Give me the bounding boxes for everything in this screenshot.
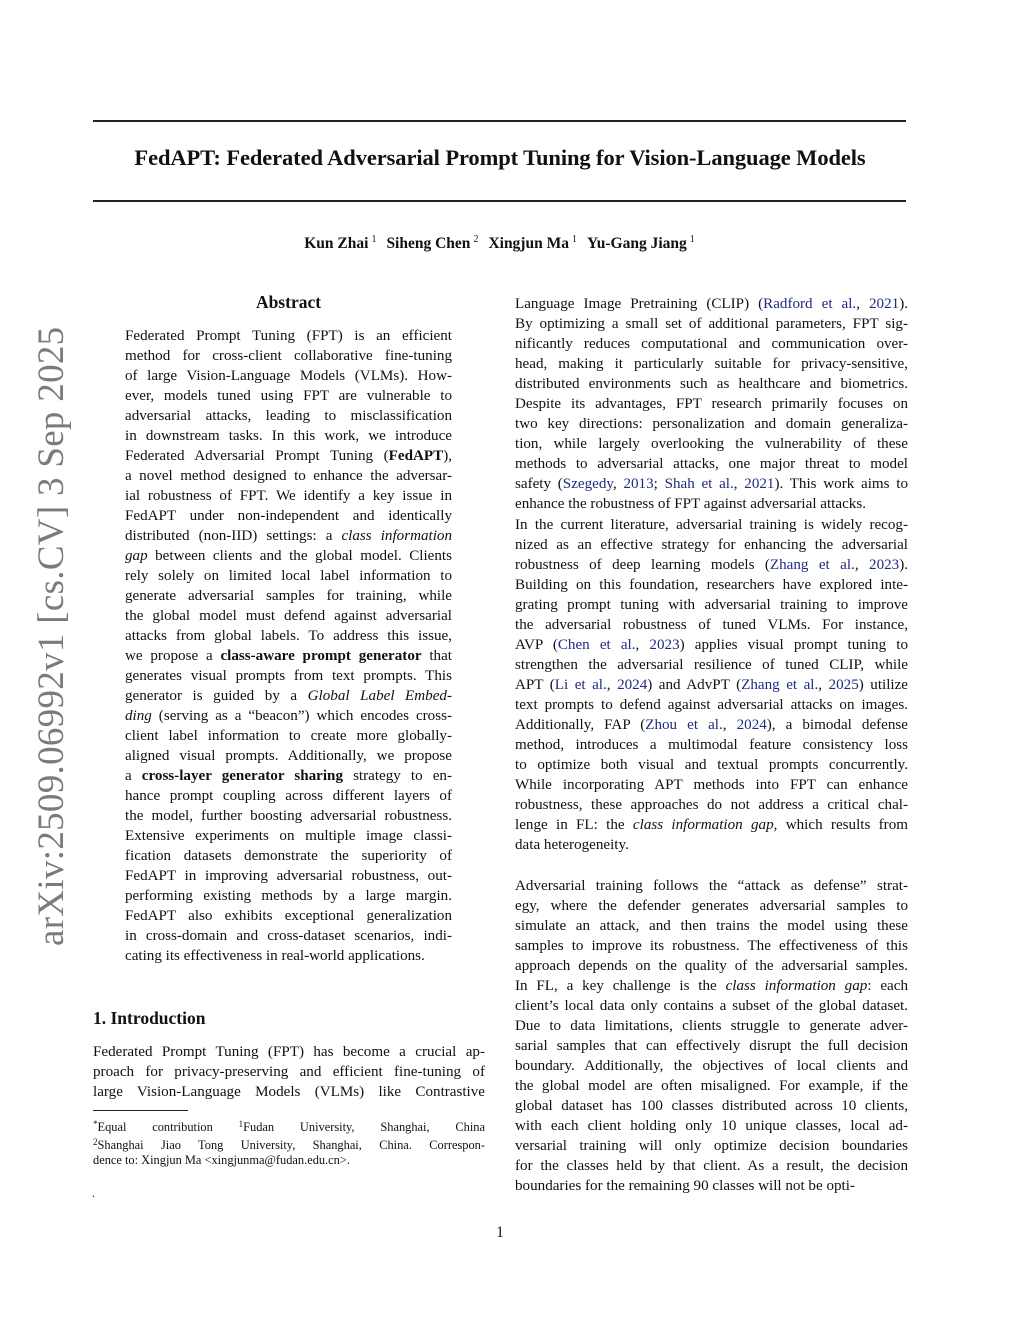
text-run: versarial training will only optimize decision boundaries xyxy=(515,1138,908,1154)
italic-term: Global Label Embed- xyxy=(307,688,452,704)
text-line xyxy=(125,586,452,606)
text-run: ial robustness of FPT. We identify a key issue in xyxy=(125,488,452,504)
text-line xyxy=(125,906,452,926)
text-line xyxy=(125,926,452,946)
text-run: performing existing methods by a large margin. xyxy=(125,888,452,904)
footnote-mark: 2 xyxy=(93,1137,98,1147)
text-run: Federated Prompt Tuning (FPT) has become a crucial ap- xyxy=(93,1044,485,1060)
citation-link[interactable]: Radford et al. xyxy=(763,296,857,312)
author xyxy=(386,234,478,253)
text-run: ). xyxy=(899,296,908,312)
italic-term: gap xyxy=(125,548,148,564)
text-run: , xyxy=(733,476,745,492)
text-run: Additionally, FAP ( xyxy=(515,717,646,733)
text-line xyxy=(515,434,908,454)
bold-term: class-aware prompt generator xyxy=(220,648,422,664)
text-run: that xyxy=(421,648,452,664)
citation-link[interactable]: 2013 xyxy=(623,476,654,492)
text-line xyxy=(515,916,908,936)
text-line xyxy=(93,1151,485,1169)
text-line xyxy=(125,446,452,466)
text-run: client label information to create more globally- xyxy=(125,728,452,744)
text-run: generate adversarial samples for training, while xyxy=(125,588,452,604)
italic-term: ding xyxy=(125,708,152,724)
text-run: , xyxy=(612,476,624,492)
text-line xyxy=(515,815,908,835)
stray-mark: . xyxy=(92,1186,95,1200)
citation-link[interactable]: 2021 xyxy=(744,476,775,492)
text-line xyxy=(515,755,908,775)
text-line xyxy=(125,766,452,786)
footnote-mark: * xyxy=(93,1119,98,1129)
text-run: ), a bimodal defense xyxy=(766,717,908,733)
text-run: AVP ( xyxy=(515,637,558,653)
text-line xyxy=(515,1096,908,1116)
text-run: to optimize both visual and textual prompts concurrently. xyxy=(515,757,908,773)
bold-term: cross-layer generator sharing xyxy=(141,768,343,784)
text-run: client’s local data only contains a subset of the global dataset. xyxy=(515,998,908,1014)
page-number: 1 xyxy=(496,1224,504,1241)
text-line xyxy=(515,775,908,795)
text-run: Federated Adversarial Prompt Tuning ( xyxy=(125,448,389,464)
text-run: strengthen the adversarial resilience of tuned CLIP, while xyxy=(515,657,908,673)
text-run: : each xyxy=(867,978,908,994)
text-run: cating its effectiveness in real-world applications. xyxy=(125,948,425,964)
text-run: methods to adversarial attacks, one major threat to model xyxy=(515,456,908,472)
text-run: FedAPT in improving adversarial robustness, out- xyxy=(125,868,452,884)
author xyxy=(587,234,695,253)
text-run: between clients and the global model. Clients xyxy=(147,548,452,564)
citation-link[interactable]: Shah et al. xyxy=(664,476,734,492)
text-run: ) applies visual prompt tuning to xyxy=(679,637,908,653)
text-run: In FL, a key challenge is the xyxy=(515,978,726,994)
text-run: Equal contribution xyxy=(97,1120,239,1134)
text-line xyxy=(125,686,452,706)
text-run: in cross-domain and cross-dataset scenarios, indi- xyxy=(125,928,452,944)
text-run: Adversarial training follows the “attack as defense” strat- xyxy=(515,878,908,894)
text-run: adversarial attacks, leading to misclassification xyxy=(125,408,452,424)
text-line xyxy=(515,976,908,996)
text-line xyxy=(93,1115,485,1133)
abstract-heading: Abstract xyxy=(255,292,322,312)
citation-link[interactable]: Zhang et al. xyxy=(769,557,855,573)
text-line xyxy=(125,706,452,726)
author xyxy=(304,234,376,253)
text-run: Shanghai Jiao Tong University, Shanghai, China. Correspon- xyxy=(97,1138,485,1152)
text-run: , xyxy=(635,637,650,653)
text-line xyxy=(515,635,908,655)
text-run: Fudan University, Shanghai, China xyxy=(243,1120,485,1134)
text-run: nized as an effective strategy for enhancing the adversarial xyxy=(515,537,908,553)
citation-link[interactable]: 2023 xyxy=(869,557,900,573)
text-run: head, making it particularly suitable for privacy-sensitive, xyxy=(515,356,908,372)
citation-link[interactable]: 2024 xyxy=(617,677,648,693)
text-line xyxy=(515,996,908,1016)
text-run: dence to: Xingjun Ma <xingjunma@fudan.edu.cn>. xyxy=(93,1153,350,1167)
text-line xyxy=(125,866,452,886)
text-run: global dataset has 100 classes distributed across 10 clients, xyxy=(515,1098,908,1114)
citation-link[interactable]: 2024 xyxy=(736,717,767,733)
text-line xyxy=(93,1133,485,1151)
text-run: nificantly reduces computational and communication over- xyxy=(515,336,908,352)
citation-link[interactable]: Zhang et al. xyxy=(741,677,819,693)
text-run: safety ( xyxy=(515,476,563,492)
author xyxy=(488,234,577,253)
bold-term: FedAPT xyxy=(388,448,444,464)
footnote-rule xyxy=(93,1110,188,1111)
author-affiliation-mark: 1 xyxy=(371,234,377,245)
text-line xyxy=(515,555,908,575)
text-line xyxy=(515,535,908,555)
text-run: While incorporating APT methods into FPT can enhance xyxy=(515,777,908,793)
text-run: the global model must defend against adversarial xyxy=(125,608,452,624)
text-line xyxy=(515,474,908,494)
text-run: ). This work aims to xyxy=(774,476,908,492)
text-line xyxy=(515,1136,908,1156)
text-line xyxy=(515,374,908,394)
text-run: ) utilize xyxy=(858,677,908,693)
text-run: robustness of deep learning models ( xyxy=(515,557,770,573)
text-run: strategy to en- xyxy=(343,768,452,784)
text-line xyxy=(515,394,908,414)
text-line xyxy=(125,566,452,586)
text-run: distributed environments such as healthcare and biometrics. xyxy=(515,376,908,392)
text-line xyxy=(125,486,452,506)
text-run: for the classes held by that client. As a result, the decision xyxy=(515,1158,908,1174)
text-line xyxy=(125,366,452,386)
introduction-heading: 1. Introduction xyxy=(93,1008,206,1028)
text-line xyxy=(515,494,908,514)
text-run: robustness, these approaches do not address a critical chal- xyxy=(515,797,908,813)
text-line xyxy=(515,354,908,374)
text-run: simulate an attack, and then trains the model using these xyxy=(515,918,908,934)
footnote-mark: 1 xyxy=(238,1119,244,1129)
text-run: ; xyxy=(653,476,665,492)
text-run: large Vision-Language Models (VLMs) like Contrastive xyxy=(93,1084,485,1100)
text-line xyxy=(515,896,908,916)
text-run: In the current literature, adversarial training is widely recog- xyxy=(515,517,908,533)
text-line xyxy=(93,1062,485,1082)
text-run: distributed (non-IID) settings: a xyxy=(125,528,342,544)
text-line xyxy=(515,876,908,896)
text-run: a novel method designed to enhance the adversar- xyxy=(125,468,452,484)
text-run: samples to improve its robustness. The effectiveness of this xyxy=(515,938,908,954)
author-name: Xingjun Ma xyxy=(488,235,569,252)
text-run: Despite its advantages, FPT research primarily focuses on xyxy=(515,396,908,412)
text-run: (serving as a “beacon”) which encodes cross- xyxy=(151,708,452,724)
arxiv-watermark: arXiv:2509.06992v1 [cs.CV] 3 Sep 2025 xyxy=(31,326,72,946)
text-line xyxy=(515,695,908,715)
text-line xyxy=(515,1156,908,1176)
text-run: FedAPT under non-independent and identically xyxy=(125,508,452,524)
text-line xyxy=(515,655,908,675)
author-affiliation-mark: 1 xyxy=(571,234,577,245)
text-line xyxy=(515,715,908,735)
text-line xyxy=(125,846,452,866)
text-line xyxy=(125,646,452,666)
text-run: approach depends on the quality of the adversarial samples. xyxy=(515,958,908,974)
text-run: a xyxy=(125,768,142,784)
text-line xyxy=(515,1056,908,1076)
author-name: Yu-Gang Jiang xyxy=(586,235,687,252)
text-run: of large Vision-Language Models (VLMs). How- xyxy=(125,368,452,384)
text-run: tion, while largely overlooking the vulnerability of these xyxy=(515,436,908,452)
text-line xyxy=(125,326,452,346)
text-run: grating prompt tuning with adversarial training to improve xyxy=(515,597,908,613)
text-run: Due to data limitations, clients struggle to generate adver- xyxy=(515,1018,908,1034)
text-line xyxy=(515,1036,908,1056)
text-run: APT ( xyxy=(515,677,555,693)
author-name: Siheng Chen xyxy=(386,235,471,252)
text-line xyxy=(125,886,452,906)
italic-term: class information gap xyxy=(725,978,868,994)
text-line xyxy=(125,946,452,966)
text-run: two key directions: personalization and domain generaliza- xyxy=(515,416,908,432)
text-line xyxy=(125,386,452,406)
text-run: boundary. Additionally, the objectives of local clients and xyxy=(515,1058,908,1074)
italic-term: class information gap xyxy=(632,817,774,833)
citation-link[interactable]: Szegedy xyxy=(562,476,613,492)
author-name: Kun Zhai xyxy=(304,235,369,252)
text-line xyxy=(125,666,452,686)
text-line xyxy=(515,956,908,976)
author-affiliation-mark: 1 xyxy=(689,234,695,245)
text-run: hance prompt coupling across different layers of xyxy=(125,788,452,804)
text-run: , xyxy=(722,717,737,733)
citation-link[interactable]: Chen et al. xyxy=(557,637,636,653)
text-run: By optimizing a small set of additional parameters, FPT sig- xyxy=(515,316,908,332)
text-line xyxy=(125,346,452,366)
text-run: rely solely on limited local label information to xyxy=(125,568,452,584)
text-line xyxy=(515,334,908,354)
text-line xyxy=(125,426,452,446)
text-line xyxy=(125,786,452,806)
text-run: method for cross-client collaborative fine-tuning xyxy=(125,348,452,364)
text-line xyxy=(515,795,908,815)
citation-link[interactable]: Zhou et al. xyxy=(645,717,723,733)
text-run: in downstream tasks. In this work, we introduce xyxy=(125,428,452,444)
text-line xyxy=(515,515,908,535)
text-run: ) and AdvPT ( xyxy=(647,677,742,693)
text-run: the model, further boosting adversarial robustness. xyxy=(125,808,452,824)
title-top-rule xyxy=(93,120,906,122)
text-run: generator is guided by a xyxy=(125,688,308,704)
text-run: method, introduces a multimodal feature consistency loss xyxy=(515,737,908,753)
text-run: fication datasets demonstrate the superiority of xyxy=(125,848,452,864)
text-run: ). xyxy=(899,557,909,573)
text-line xyxy=(515,615,908,635)
text-line xyxy=(515,735,908,755)
author-list xyxy=(93,234,906,253)
text-run: generates visual prompts from text prompts. This xyxy=(125,668,452,684)
text-line xyxy=(125,546,452,566)
citation-link[interactable]: Li et al. xyxy=(554,677,607,693)
author-affiliation-mark: 2 xyxy=(473,234,479,245)
text-run: Federated Prompt Tuning (FPT) is an efficient xyxy=(125,328,452,344)
text-line xyxy=(125,406,452,426)
text-line xyxy=(125,526,452,546)
text-line xyxy=(93,1082,485,1102)
text-run: , which results from xyxy=(773,817,908,833)
text-line xyxy=(515,936,908,956)
text-run: , xyxy=(854,557,870,573)
paper-title: FedAPT: Federated Adversarial Prompt Tuning for Vision-Language Models xyxy=(134,145,866,170)
text-line xyxy=(125,726,452,746)
citation-link[interactable]: 2023 xyxy=(649,637,680,653)
text-line xyxy=(515,675,908,695)
text-line xyxy=(125,806,452,826)
text-run: Language Image Pretraining (CLIP) ( xyxy=(515,296,764,312)
text-line xyxy=(515,1016,908,1036)
text-run: boundaries for the remaining 90 classes will not be opti- xyxy=(515,1178,855,1194)
text-run: proach for privacy-preserving and efficient fine-tuning of xyxy=(93,1064,485,1080)
text-line xyxy=(93,1042,485,1062)
text-line xyxy=(515,835,908,855)
text-run: , xyxy=(856,296,869,312)
text-run: , xyxy=(606,677,618,693)
text-run: Building on this foundation, researchers have explored inte- xyxy=(515,577,908,593)
text-line xyxy=(125,826,452,846)
text-run: with each client holding only 10 unique classes, local ad- xyxy=(515,1118,908,1134)
text-run: text prompts to defend against adversarial attacks on images. xyxy=(515,697,908,713)
text-run: we propose a xyxy=(125,648,221,664)
text-run: ever, models tuned using FPT are vulnerable to xyxy=(125,388,452,404)
text-line xyxy=(125,506,452,526)
text-line xyxy=(515,1116,908,1136)
text-line xyxy=(125,466,452,486)
text-line xyxy=(515,1076,908,1096)
text-run: ), xyxy=(443,448,452,464)
text-line xyxy=(515,314,908,334)
text-run: data heterogeneity. xyxy=(515,837,629,853)
text-run: , xyxy=(818,677,829,693)
title-bottom-rule xyxy=(93,200,906,202)
text-run: the adversarial robustness of tuned VLMs. For instance, xyxy=(515,617,908,633)
italic-term: class information xyxy=(341,528,452,544)
text-run: attacks from global labels. To address this issue, xyxy=(125,628,452,644)
text-line xyxy=(515,414,908,434)
text-line xyxy=(125,606,452,626)
text-run: the global model are often misaligned. For example, if the xyxy=(515,1078,908,1094)
citation-link[interactable]: 2025 xyxy=(828,677,859,693)
text-run: egy, where the defender generates adversarial samples to xyxy=(515,898,908,914)
text-line xyxy=(125,746,452,766)
text-run: enhance the robustness of FPT against adversarial attacks. xyxy=(515,496,866,512)
text-run: lenge in FL: the xyxy=(515,817,633,833)
text-run: Extensive experiments on multiple image classi- xyxy=(125,828,452,844)
text-line xyxy=(515,595,908,615)
text-line xyxy=(515,294,908,314)
text-line xyxy=(515,575,908,595)
text-run: aligned visual prompts. Additionally, we propose xyxy=(125,748,452,764)
text-run: FedAPT also exhibits exceptional generalization xyxy=(125,908,452,924)
text-run: sarial samples that can effectively disrupt the full decision xyxy=(515,1038,908,1054)
citation-link[interactable]: 2021 xyxy=(869,296,900,312)
text-line xyxy=(515,454,908,474)
text-line xyxy=(515,1176,908,1196)
text-line xyxy=(125,626,452,646)
